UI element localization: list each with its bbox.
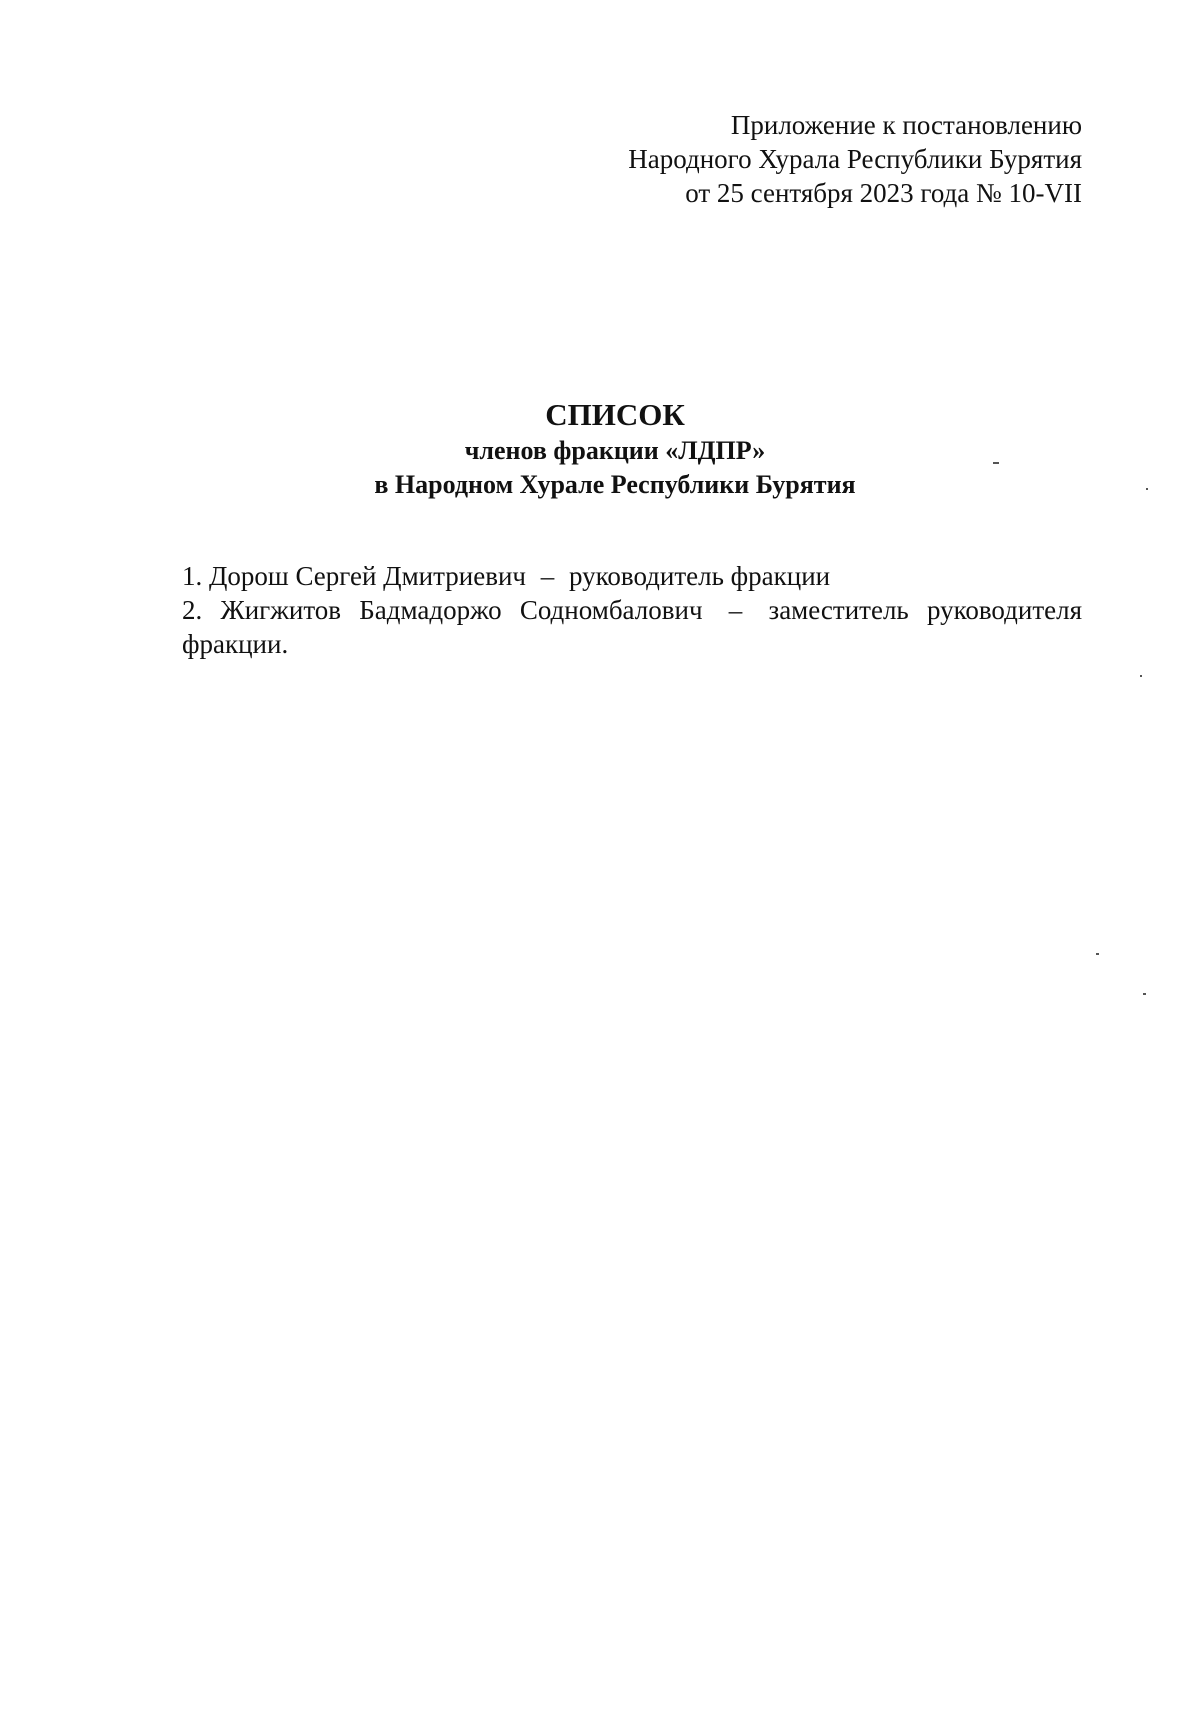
title-sub-2: в Народном Хурале Республики Бурятия [374,470,856,499]
scan-speck [1096,953,1099,955]
annex-line-2: Народного Хурала Республики Бурятия [628,144,1082,174]
document-title [0,396,1200,502]
member-number: 2. [182,595,203,625]
members-list [182,559,1082,661]
member-dash: – [540,561,555,591]
scan-speck [1146,488,1148,490]
title-sub-1: членов фракции «ЛДПР» [464,436,766,465]
member-dash: – [728,595,743,625]
annex-header [628,108,1082,210]
annex-line-1: Приложение к постановлению [730,110,1082,140]
member-role: руководитель фракции [568,561,831,591]
member-name: Дорош Сергей Дмитриевич [209,561,526,591]
annex-line-3: от 25 сентября 2023 года № 10-VII [685,178,1082,208]
member-name: Жигжитов Бадмадоржо Содномбалович [220,595,703,625]
scan-speck [993,462,999,464]
title-main: СПИСОК [545,397,685,432]
list-item [182,593,1082,661]
scan-speck [1143,993,1146,995]
list-item [182,559,1082,593]
scan-speck [1140,675,1142,677]
member-number: 1. [182,561,203,591]
member-role: заместитель руководителя фракции. [182,595,1083,659]
